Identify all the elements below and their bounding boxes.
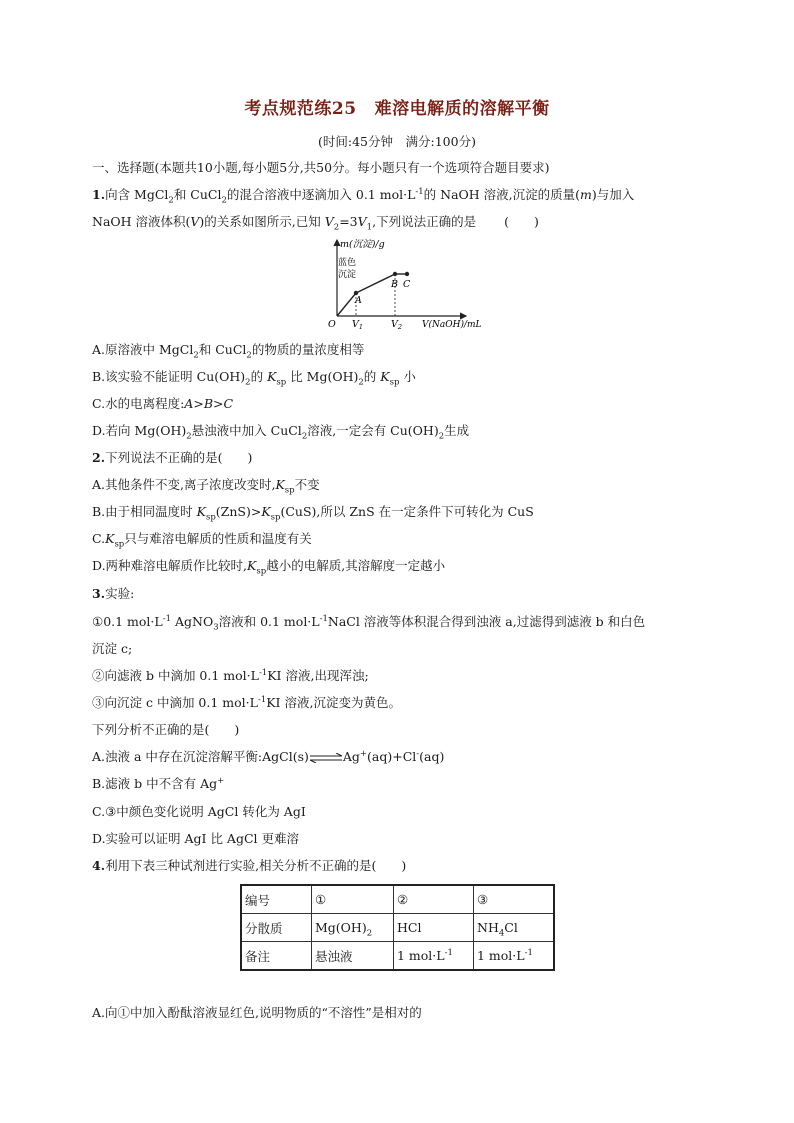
reagents-table <box>240 884 555 971</box>
graph-y-label: m(沉淀)/g <box>340 239 385 250</box>
graph-label-c: C <box>403 279 411 290</box>
table-cell: 悬浊液 <box>312 942 394 971</box>
q3-option-a: A.浊液 a 中存在沉淀溶解平衡:AgCl(s) Ag+(aq)+Cl-(aq) <box>92 748 445 764</box>
q3-stem: 3.实验: <box>92 586 135 601</box>
table-cell: $Mg(OH)_2$ <box>312 914 394 942</box>
table-row <box>241 942 554 971</box>
q4-option-a: A.向①中加入酚酞溶液显红色,说明物质的“不溶性”是相对的 <box>92 1005 422 1020</box>
q1-stem-line1: 1.向含 MgCl$_2$和 CuCl$_2$的混合溶液中逐滴加入 0.1 $mol\cdot L^{-1}$的 NaOH 溶液,沉淀的质量(m)与加入 <box>92 186 635 206</box>
graph-label-blue-1: 蓝色 <box>338 258 357 268</box>
q1-option-c: C.水的电离程度:A>B>C <box>92 396 234 411</box>
section-heading: 一、选择题(本题共10小题,每小题5分,共50分。每小题只有一个选项符合题目要求) <box>92 160 550 175</box>
table-cell: 分散质 <box>241 914 312 942</box>
table-row <box>241 914 554 942</box>
q4-stem: 4.利用下表三种试剂进行实验,相关分析不正确的是( ) <box>92 858 407 873</box>
graph-v1: $V_1$ <box>352 319 364 331</box>
page-title: 考点规范练25 难溶电解质的溶解平衡 <box>244 99 550 119</box>
graph-segment-o-a <box>337 293 356 316</box>
graph-label-blue-2: 沉淀 <box>338 270 357 280</box>
q2-stem: 2.下列说法不正确的是( ) <box>92 450 253 465</box>
q1-option-d: D.若向 $Mg(OH)_2$悬浊液中加入 CuCl$_2$溶液,一定会有 $Cu(OH)_2$生成 <box>92 423 470 442</box>
q1-option-b: B.该实验不能证明 $Cu(OH)_2$的 $K_{sp}$ 比 $Mg(OH)_2$的 $K_{sp}$ 小 <box>92 369 416 388</box>
graph-point-c <box>405 272 409 276</box>
graph-segment-a-b <box>356 274 395 293</box>
equilibrium-arrow-icon <box>309 753 343 763</box>
q3-option-b: B.滤液 b 中不含有 Ag+ <box>92 775 225 791</box>
graph-x-label: V(NaOH)/mL <box>422 320 482 330</box>
q3-experiment-2: ②向滤液 b 中滴加 0.1 $mol\cdot L^{-1}KI$ 溶液,出现浑浊; <box>92 667 369 683</box>
graph-origin: O <box>328 319 336 330</box>
graph-v2: $V_2$ <box>391 319 403 331</box>
q3-option-d: D.实验可以证明 AgI 比 AgCl 更难溶 <box>92 831 300 846</box>
q3-experiment-3: ③向沉淀 c 中滴加 0.1 $mol\cdot L^{-1}KI$ 溶液,沉淀变为黄色。 <box>92 694 401 710</box>
graph-label-b: B <box>391 279 398 290</box>
q2-option-d: D.两种难溶电解质作比较时$,K_{sp}$越小的电解质,其溶解度一定越小 <box>92 558 446 577</box>
q1-stem-line2: NaOH 溶液体积(V)的关系如图所示,已知 $V_2=3V_1$,下列说法正确的是 ( ) <box>92 214 539 233</box>
q1-option-a: A.原溶液中 MgCl$_2$和 CuCl$_2$的物质的量浓度相等 <box>92 342 365 361</box>
q2-option-c: $C.K_{sp}$只与难溶电解质的性质和温度有关 <box>92 531 312 550</box>
q3-ask: 下列分析不正确的是( ) <box>92 722 240 737</box>
q3-experiment-1: ①0.1 $mol\cdot L^{-1}$ AgNO$_3$溶液和 0.1 $mol\cdot L^{-1}NaCl$ 溶液等体积混合得到浊液 a,过滤得到滤液 b 和白色 <box>92 613 646 633</box>
graph-point-b <box>393 272 397 276</box>
table-cell: $NH_4Cl$ <box>474 914 555 942</box>
table-cell: ② <box>394 885 474 914</box>
q2-option-b: B.由于相同温度时 $K_{sp}(ZnS)>K_{sp}(CuS)$,所以 ZnS 在一定条件下可转化为 CuS <box>92 504 534 523</box>
table-cell: ③ <box>474 885 555 914</box>
q2-option-a: A.其他条件不变,离子浓度改变时$,K_{sp}$不变 <box>92 477 320 496</box>
graph-label-a: A <box>355 295 362 306</box>
table-cell: ① <box>312 885 394 914</box>
q3-option-c: C.③中颜色变化说明 AgCl 转化为 AgI <box>92 804 306 819</box>
precipitate-graph <box>318 236 488 336</box>
page-subtitle: (时间:45分钟 满分:100分) <box>318 134 476 149</box>
table-cell: HCl <box>394 914 474 942</box>
table-cell: 1 $mol\cdot L^{-1}$ <box>394 942 474 971</box>
table-cell: 备注 <box>241 942 312 971</box>
table-cell: 1 $mol\cdot L^{-1}$ <box>474 942 555 971</box>
q3-experiment-1-cont: 沉淀 c; <box>92 641 133 656</box>
table-row <box>241 885 554 914</box>
table-cell: 编号 <box>241 885 312 914</box>
